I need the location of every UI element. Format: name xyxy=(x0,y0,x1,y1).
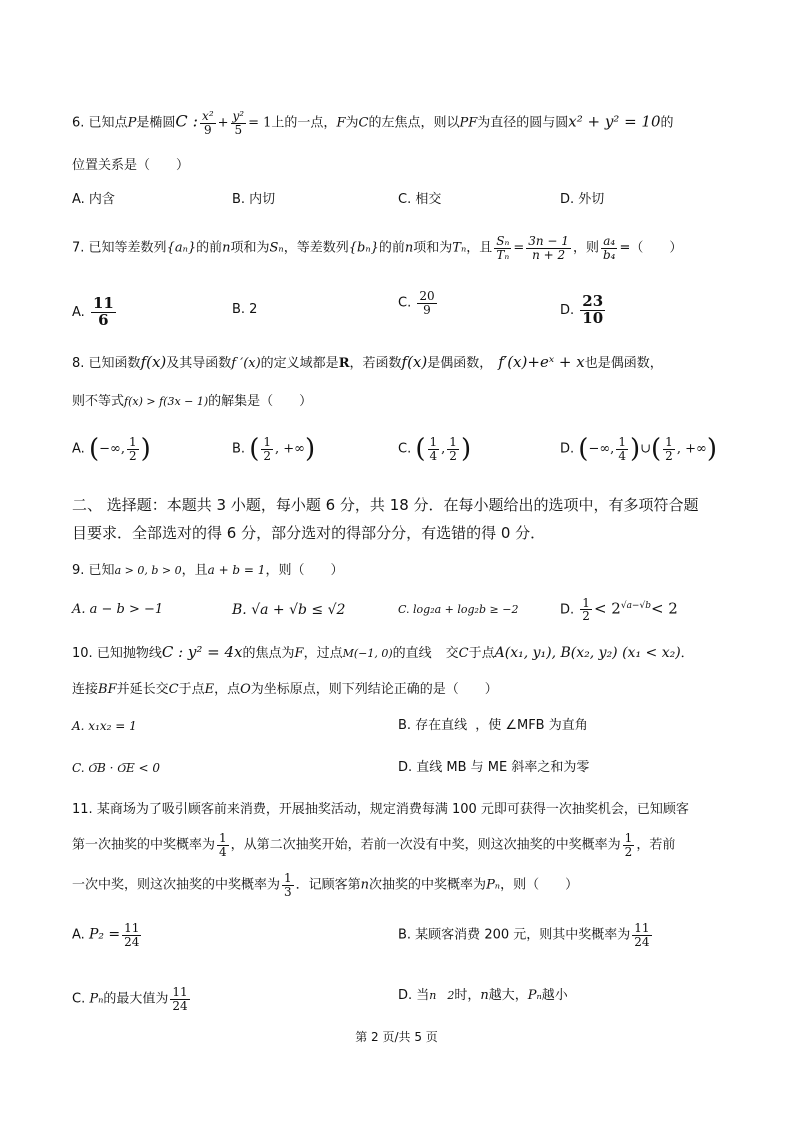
q11-frac-den: 2 xyxy=(624,844,633,859)
q9-option-d[interactable] xyxy=(560,596,678,623)
q6-frac-y xyxy=(231,110,247,136)
q11-frac-num: 1 xyxy=(219,831,227,845)
q8-option-d[interactable] xyxy=(560,434,717,465)
q11-line2 xyxy=(72,832,675,858)
q8-frac-den: 2 xyxy=(449,448,457,463)
q11-line3 xyxy=(72,872,578,898)
q11-option-a-num: 11 xyxy=(124,921,140,935)
q8-inequality: f(x) > f(3x − 1) xyxy=(124,395,209,408)
q11-option-d[interactable] xyxy=(398,986,568,1006)
section-heading-line1: 二、 选择题：本题共 3 小题，每小题 6 分，共 18 分．在每小题给出的选项中，有多项符合题 xyxy=(72,496,699,514)
q6-text: 上的一点， xyxy=(271,115,337,131)
q10-text: ，点 xyxy=(214,682,241,697)
q11-option-d-text: 越小 xyxy=(541,988,568,1003)
q7-b4: b₄ xyxy=(602,247,616,262)
q8-option-b-paren-open: ( xyxy=(249,434,260,465)
q6-var-c: C xyxy=(358,115,369,131)
q9-option-d-den: 2 xyxy=(582,609,590,624)
q7-var-n: n xyxy=(222,240,231,256)
q7-ratio xyxy=(494,235,511,261)
q8-option-d-frac1 xyxy=(616,436,628,462)
q10-text: 为坐标原点，则下列结论正确的是（ ） xyxy=(250,682,498,697)
q8-frac-den: 4 xyxy=(618,448,626,463)
q11-option-c-label: C. xyxy=(72,991,86,1007)
q11-text: ，若前 xyxy=(636,837,676,853)
q7-option-c-num: 20 xyxy=(419,289,435,303)
q7-seq-a: {aₙ} xyxy=(166,240,197,256)
q11-text: ．记顾客第 xyxy=(295,877,361,893)
q11-option-c-frac xyxy=(170,986,189,1012)
q8-option-d-paren-open2: ( xyxy=(651,434,662,465)
q11-option-c-pn: Pₙ xyxy=(89,991,104,1007)
q11-option-d-pn: Pₙ xyxy=(527,988,542,1003)
q8-text: 是偶函数， xyxy=(427,356,493,371)
q6-frac-x xyxy=(200,110,216,136)
q7-text: 的前 xyxy=(196,240,223,256)
q6-text: 是椭圆 xyxy=(136,115,176,131)
q6-text: 的 xyxy=(660,115,674,131)
q11-line1 xyxy=(72,800,689,820)
q8-option-c-paren-close: ) xyxy=(460,434,472,465)
q10-text: ，过点 xyxy=(303,646,343,661)
q6-pf: PF xyxy=(459,115,478,131)
q7-option-a-num: 11 xyxy=(92,294,114,312)
q10-text: 并延长交 xyxy=(116,682,169,697)
q8-option-b[interactable] xyxy=(232,434,316,465)
q8-text: ，若函数 xyxy=(349,356,402,371)
q11-option-d-cond: n 2 xyxy=(429,989,455,1002)
q7-var-n: n xyxy=(404,240,414,256)
q8-option-c-label: C. xyxy=(398,441,412,457)
q11-frac-num: 1 xyxy=(284,871,292,885)
q7-equals: = xyxy=(513,240,525,256)
q10-points-ab: A(x₁, y₁), B(x₂, y₂) (x₁ < x₂) xyxy=(494,645,681,661)
q7-option-d-label: D. xyxy=(560,302,575,318)
q8-option-c-frac2 xyxy=(447,436,459,462)
q9-option-d-base: < 2 xyxy=(593,599,621,618)
q10-option-b-text: B. 存在直线 xyxy=(398,718,468,733)
q8-option-b-inf: , +∞ xyxy=(275,441,305,457)
q8-text: 也是偶函数， xyxy=(584,356,663,371)
q7-target xyxy=(601,235,618,261)
q10-text: ． xyxy=(680,646,694,661)
q10-option-d[interactable]: D. 直线 MB 与 ME 斜率之和为零 xyxy=(398,760,590,775)
q10-focus: F xyxy=(294,646,304,661)
q8-expr: f′(x)+eˣ + x xyxy=(498,353,585,371)
q8-option-d-frac2 xyxy=(663,436,675,462)
q7-number: 7. xyxy=(72,240,85,256)
q6-frac-y-num: y² xyxy=(232,109,245,123)
q8-frac-den: 2 xyxy=(128,448,137,463)
q7-rhs-den: n + 2 xyxy=(532,247,566,262)
q7-tn: Tₙ xyxy=(452,240,467,256)
q11-option-d-text: 时， xyxy=(454,988,481,1003)
q8-frac-den: 4 xyxy=(429,448,438,463)
q7-seq-b: {bₙ} xyxy=(348,240,379,256)
q6-text: 为直径的圆与圆 xyxy=(477,115,569,131)
q8-option-d-label: D. xyxy=(560,441,575,457)
q8-option-d-paren-close2: ) xyxy=(706,434,717,465)
q7-option-a[interactable] xyxy=(72,296,118,329)
q8-frac-num: 1 xyxy=(618,435,626,449)
q11-option-a-lhs: P₂ = xyxy=(88,926,121,943)
q7-text: ，且 xyxy=(466,240,493,256)
q6-equals: = 1 xyxy=(248,115,272,131)
q10-line1 xyxy=(72,642,694,664)
q10-text: 的焦点为 xyxy=(242,646,295,661)
q8-fx: f(x) xyxy=(140,353,167,371)
q7-option-d[interactable] xyxy=(560,294,607,327)
q8-frac-num: 1 xyxy=(665,435,673,449)
q6-option-a[interactable]: A. 内含 xyxy=(72,192,115,207)
section-heading-line2: 目要求．全部选对的得 6 分，部分选对的得部分分，有选错的得 0 分． xyxy=(72,524,546,542)
q7-text: 项和为 xyxy=(413,240,453,256)
q10-option-c[interactable]: C. O͞B · O͞E < 0 xyxy=(72,761,161,775)
q9-option-c[interactable]: C. log₂a + log₂b ≥ −2 xyxy=(398,603,519,616)
q7-option-a-frac xyxy=(91,296,116,329)
q7-text: =（ ） xyxy=(619,240,683,256)
q11-frac-den: 4 xyxy=(219,844,227,859)
q6-plus: + xyxy=(217,115,229,131)
q11-frac-den: 3 xyxy=(284,884,292,899)
q9-option-d-end: < 2 xyxy=(650,599,678,618)
q8-option-c-paren-open: ( xyxy=(415,434,426,465)
q8-option-a-paren-close: ) xyxy=(140,434,151,465)
q11-option-c-den: 24 xyxy=(172,998,188,1013)
q8-frac-num: 1 xyxy=(263,435,271,449)
q8-frac-den: 2 xyxy=(665,448,673,463)
q11-var-n: n xyxy=(360,877,370,893)
q6-line2: 位置关系是（ ） xyxy=(72,158,190,173)
q10-var-c: C xyxy=(458,646,469,661)
q9-option-d-exp: √a−√b xyxy=(620,601,651,611)
q11-option-d-n: n xyxy=(480,988,489,1003)
q10-option-b-tail: ，使 ∠MFB 为直角 xyxy=(475,718,588,733)
q8-option-a-paren-open: ( xyxy=(88,434,100,465)
q11-text: 某商场为了吸引顾客前来消费，开展抽奖活动，规定消费每满 100 元即可获得一次抽奖机会，已知顾客 xyxy=(96,802,689,817)
q11-pn: Pₙ xyxy=(486,877,501,893)
q11-option-b[interactable] xyxy=(398,922,654,948)
q7-text: ，则 xyxy=(572,240,599,256)
q11-text: 第一次抽奖的中奖概率为 xyxy=(72,837,216,853)
q11-frac-quarter xyxy=(217,832,229,858)
q11-text: 次抽奖的中奖概率为 xyxy=(369,877,487,893)
q8-option-d-inf: −∞, xyxy=(588,441,615,457)
q7-rhs-num: 3n − 1 xyxy=(528,234,569,248)
q11-option-d-text: D. 当 xyxy=(398,988,430,1003)
q9-sum: a + b = 1 xyxy=(207,563,266,577)
q11-text: 一次中奖，则这次抽奖的中奖概率为 xyxy=(72,877,281,893)
q8-option-b-frac xyxy=(261,436,273,462)
q10-text: 已知抛物线 xyxy=(96,646,162,661)
q8-option-a-inf: −∞, xyxy=(99,441,125,457)
q8-text: 则不等式 xyxy=(72,394,125,409)
q7-option-b[interactable]: B. 2 xyxy=(232,302,258,317)
q11-text: ，从第二次抽奖开始，若前一次没有中奖，则这次抽奖的中奖概率为 xyxy=(230,837,621,853)
q11-option-c-text: 的最大值为 xyxy=(103,991,169,1007)
q7-option-d-den: 10 xyxy=(582,308,604,327)
q8-option-b-paren-close: ) xyxy=(305,434,316,465)
q6-var-f: F xyxy=(336,115,346,131)
q6-text: 的左焦点，则以 xyxy=(368,115,460,131)
q7-option-d-num: 23 xyxy=(582,292,604,310)
q10-option-a[interactable]: A. x₁x₂ = 1 xyxy=(72,719,137,733)
q7-rhs xyxy=(526,235,571,261)
q11-option-b-frac xyxy=(632,922,651,948)
q7-option-c[interactable] xyxy=(398,290,439,316)
q6-ellipse-name: C : xyxy=(175,111,199,131)
q8-fx: f(x) xyxy=(401,353,428,371)
q10-text: 交 xyxy=(445,646,459,661)
q10-var-c: C xyxy=(168,682,179,697)
q9-line1 xyxy=(72,560,343,581)
q6-circle-eq: x² + y² = 10 xyxy=(568,112,661,131)
q8-option-d-inf2: , +∞ xyxy=(676,441,707,457)
q8-text: 已知函数 xyxy=(88,356,141,371)
q9-text: ，且 xyxy=(181,563,208,578)
q8-option-d-paren-close: ) xyxy=(629,434,641,465)
q8-number: 8. xyxy=(72,356,85,371)
q7-text: 项和为 xyxy=(230,240,270,256)
q7-line1 xyxy=(72,235,682,261)
q9-text: ，则（ ） xyxy=(265,563,344,578)
q6-var-p: P xyxy=(127,115,137,131)
q9-option-d-num: 1 xyxy=(582,595,590,610)
q10-text: 的直线 xyxy=(392,646,432,661)
q11-number: 11. xyxy=(72,802,93,817)
q8-frac-num: 1 xyxy=(128,435,137,449)
q10-text: 于点 xyxy=(468,646,495,661)
q6-text: 已知点 xyxy=(88,115,128,131)
q8-frac-den: 2 xyxy=(263,448,271,463)
q6-number: 6. xyxy=(72,115,85,131)
q11-option-a-label: A. xyxy=(72,927,85,943)
q7-text: ，等差数列 xyxy=(283,240,349,256)
q11-option-b-den: 24 xyxy=(634,934,650,949)
q8-line2 xyxy=(72,392,312,412)
q8-option-a-label: A. xyxy=(72,441,85,457)
q11-frac-third xyxy=(282,872,294,898)
q11-frac-num: 1 xyxy=(624,831,633,845)
q10-parabola: C : y² = 4x xyxy=(161,643,243,661)
q10-point-e: E xyxy=(204,682,215,697)
q9-option-a[interactable]: A. a − b > −1 xyxy=(72,602,164,617)
q8-text: 的解集是（ ） xyxy=(208,394,313,409)
q7-text: 的前 xyxy=(378,240,405,256)
q8-option-c[interactable] xyxy=(398,434,472,465)
q7-text: 已知等差数列 xyxy=(88,240,167,256)
q10-bf: BF xyxy=(98,682,117,697)
q11-option-b-num: 11 xyxy=(634,921,650,935)
q9-option-b[interactable]: B. √a + √b ≤ √2 xyxy=(232,602,346,618)
q11-option-d-text: 越大， xyxy=(488,988,528,1003)
q10-number: 10. xyxy=(72,646,93,661)
q6-frac-x-num: x² xyxy=(202,109,214,123)
q7-ratio-den: Tₙ xyxy=(496,247,510,262)
q9-option-d-label: D. xyxy=(560,602,575,618)
q10-point-m: M(−1, 0) xyxy=(342,647,393,660)
q7-ratio-num: Sₙ xyxy=(496,234,510,248)
q7-option-a-label: A. xyxy=(72,304,85,320)
q11-option-a-frac xyxy=(122,922,141,948)
q11-option-a[interactable] xyxy=(72,922,143,948)
q10-option-b[interactable] xyxy=(398,716,588,736)
q7-option-c-den: 9 xyxy=(423,302,431,317)
q8-option-a[interactable] xyxy=(72,434,151,465)
q10-origin: O xyxy=(240,682,251,697)
q8-reals: R xyxy=(338,356,350,371)
q11-frac-half xyxy=(623,832,635,858)
q11-option-b-text: B. 某顾客消费 200 元，则其中奖概率为 xyxy=(398,927,631,943)
q11-text: ，则（ ） xyxy=(500,877,579,893)
q9-text: 已知 xyxy=(88,563,115,578)
q11-option-c-num: 11 xyxy=(172,985,188,999)
q10-text: 连接 xyxy=(72,682,99,697)
q8-text: 的定义域都是 xyxy=(260,356,339,371)
q7-sn: Sₙ xyxy=(269,240,284,256)
q9-number: 9. xyxy=(72,563,85,578)
q6-line1 xyxy=(72,110,674,136)
q8-option-b-label: B. xyxy=(232,441,246,457)
q11-option-a-den: 24 xyxy=(124,934,140,949)
q8-line1 xyxy=(72,352,663,374)
q8-frac-num: 1 xyxy=(429,435,438,449)
q6-option-b[interactable]: B. 内切 xyxy=(232,192,276,207)
q8-option-c-frac1 xyxy=(428,436,440,462)
q6-text: 为 xyxy=(345,115,359,131)
q8-frac-num: 1 xyxy=(449,435,457,449)
q7-option-d-frac xyxy=(580,294,605,327)
q8-text: 及其导函数 xyxy=(166,356,232,371)
q10-text: 于点 xyxy=(178,682,205,697)
q9-option-d-frac xyxy=(580,597,592,623)
q7-option-c-frac xyxy=(417,290,436,316)
q7-a4: a₄ xyxy=(603,234,616,248)
q10-line2 xyxy=(72,680,498,700)
q6-option-c[interactable]: C. 相交 xyxy=(398,192,442,207)
q11-option-c[interactable] xyxy=(72,986,192,1012)
q8-option-d-union: ∪ xyxy=(640,441,652,457)
q6-frac-y-den: 5 xyxy=(234,122,243,137)
q8-fpx: f ′(x) xyxy=(231,356,261,371)
q6-option-d[interactable]: D. 外切 xyxy=(560,192,605,207)
q7-option-a-den: 6 xyxy=(98,310,109,329)
q8-option-c-comma: , xyxy=(441,441,446,457)
q8-option-d-paren-open: ( xyxy=(578,434,589,465)
q7-option-c-label: C. xyxy=(398,295,412,311)
q8-option-a-frac xyxy=(127,436,139,462)
q9-condition: a > 0, b > 0 xyxy=(114,564,182,577)
q6-frac-x-den: 9 xyxy=(204,122,212,137)
page-footer: 第 2 页/共 5 页 xyxy=(355,1030,438,1044)
